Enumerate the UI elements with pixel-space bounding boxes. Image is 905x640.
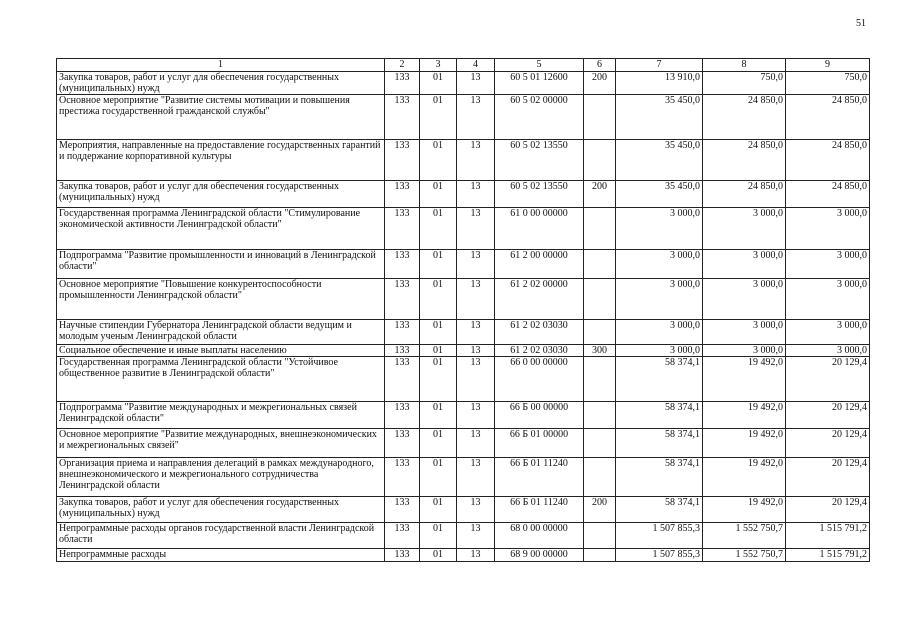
- cell-col-2: 133: [385, 181, 420, 208]
- cell-col-3: 01: [420, 208, 457, 250]
- cell-col-3: 01: [420, 140, 457, 181]
- cell-amount-7: 1 507 855,3: [616, 523, 703, 549]
- cell-amount-9: 3 000,0: [786, 320, 870, 345]
- cell-col-4: 13: [457, 72, 495, 95]
- cell-target-code: 66 Б 01 11240: [495, 497, 584, 523]
- column-header: 4: [457, 59, 495, 72]
- cell-amount-9: 24 850,0: [786, 181, 870, 208]
- column-header: 2: [385, 59, 420, 72]
- cell-amount-7: 3 000,0: [616, 208, 703, 250]
- row-description: Основное мероприятие "Развитие международных, внешнеэкономических и межрегиональных связей": [57, 429, 385, 458]
- cell-amount-9: 24 850,0: [786, 95, 870, 140]
- row-description: Закупка товаров, работ и услуг для обеспечения государственных (муниципальных) нужд: [57, 181, 385, 208]
- cell-expense-type: 200: [584, 497, 616, 523]
- cell-col-2: 133: [385, 523, 420, 549]
- cell-amount-8: 1 552 750,7: [703, 523, 786, 549]
- cell-target-code: 61 2 02 00000: [495, 279, 584, 320]
- row-description: Основное мероприятие "Повышение конкурентоспособности промышленности Ленинградской области": [57, 279, 385, 320]
- cell-col-3: 01: [420, 345, 457, 357]
- row-description: Основное мероприятие "Развитие системы мотивации и повышения престижа государственной гражданской службы": [57, 95, 385, 140]
- cell-amount-7: 35 450,0: [616, 140, 703, 181]
- cell-target-code: 61 2 00 00000: [495, 250, 584, 279]
- cell-amount-9: 750,0: [786, 72, 870, 95]
- cell-target-code: 60 5 02 13550: [495, 140, 584, 181]
- cell-col-4: 13: [457, 320, 495, 345]
- row-description: Подпрограмма "Развитие промышленности и инноваций в Ленинградской области": [57, 250, 385, 279]
- cell-expense-type: [584, 279, 616, 320]
- row-description: Государственная программа Ленинградской области "Устойчивое общественное развитие в Ленинградской области": [57, 357, 385, 402]
- row-description: Закупка товаров, работ и услуг для обеспечения государственных (муниципальных) нужд: [57, 497, 385, 523]
- cell-col-2: 133: [385, 497, 420, 523]
- cell-amount-8: 3 000,0: [703, 345, 786, 357]
- cell-expense-type: [584, 458, 616, 497]
- cell-amount-9: 3 000,0: [786, 208, 870, 250]
- cell-amount-9: 3 000,0: [786, 345, 870, 357]
- cell-expense-type: 300: [584, 345, 616, 357]
- cell-amount-8: 19 492,0: [703, 497, 786, 523]
- cell-target-code: 66 0 00 00000: [495, 357, 584, 402]
- table-row: [57, 357, 870, 402]
- cell-amount-9: 1 515 791,2: [786, 523, 870, 549]
- cell-amount-8: 3 000,0: [703, 208, 786, 250]
- cell-amount-8: 3 000,0: [703, 279, 786, 320]
- cell-target-code: 66 Б 01 11240: [495, 458, 584, 497]
- cell-target-code: 61 2 02 03030: [495, 345, 584, 357]
- cell-col-4: 13: [457, 250, 495, 279]
- cell-amount-8: 1 552 750,7: [703, 549, 786, 562]
- cell-col-2: 133: [385, 549, 420, 562]
- row-description: Научные стипендии Губернатора Ленинградской области ведущим и молодым ученым Ленинградской области: [57, 320, 385, 345]
- cell-col-4: 13: [457, 181, 495, 208]
- table-row: [57, 279, 870, 320]
- cell-expense-type: [584, 549, 616, 562]
- header-row: [57, 59, 870, 72]
- cell-target-code: 61 0 00 00000: [495, 208, 584, 250]
- cell-col-2: 133: [385, 402, 420, 429]
- cell-col-2: 133: [385, 208, 420, 250]
- cell-col-4: 13: [457, 95, 495, 140]
- cell-expense-type: [584, 402, 616, 429]
- cell-col-4: 13: [457, 523, 495, 549]
- cell-amount-9: 20 129,4: [786, 402, 870, 429]
- row-description: Непрограммные расходы: [57, 549, 385, 562]
- column-header: 6: [584, 59, 616, 72]
- cell-expense-type: [584, 95, 616, 140]
- table-row: [57, 208, 870, 250]
- cell-amount-7: 35 450,0: [616, 181, 703, 208]
- cell-amount-9: 20 129,4: [786, 497, 870, 523]
- cell-expense-type: [584, 357, 616, 402]
- cell-expense-type: [584, 523, 616, 549]
- cell-col-3: 01: [420, 429, 457, 458]
- cell-col-3: 01: [420, 549, 457, 562]
- cell-col-3: 01: [420, 250, 457, 279]
- cell-col-2: 133: [385, 345, 420, 357]
- table-row: [57, 72, 870, 95]
- cell-expense-type: [584, 250, 616, 279]
- row-description: Закупка товаров, работ и услуг для обеспечения государственных (муниципальных) нужд: [57, 72, 385, 95]
- cell-expense-type: 200: [584, 181, 616, 208]
- cell-target-code: 68 0 00 00000: [495, 523, 584, 549]
- cell-col-2: 133: [385, 279, 420, 320]
- cell-col-4: 13: [457, 429, 495, 458]
- cell-amount-9: 24 850,0: [786, 140, 870, 181]
- cell-col-4: 13: [457, 497, 495, 523]
- cell-target-code: 60 5 01 12600: [495, 72, 584, 95]
- cell-col-4: 13: [457, 140, 495, 181]
- table-row: [57, 250, 870, 279]
- column-header: 5: [495, 59, 584, 72]
- row-description: Организация приема и направления делегаций в рамках международного, внешнеэкономического и межрегионального сотрудничества Ленинградской области: [57, 458, 385, 497]
- cell-amount-8: 3 000,0: [703, 250, 786, 279]
- cell-expense-type: [584, 140, 616, 181]
- cell-col-2: 133: [385, 320, 420, 345]
- cell-amount-7: 35 450,0: [616, 95, 703, 140]
- cell-amount-7: 58 374,1: [616, 402, 703, 429]
- cell-col-3: 01: [420, 357, 457, 402]
- cell-col-2: 133: [385, 458, 420, 497]
- cell-col-4: 13: [457, 357, 495, 402]
- column-header: 7: [616, 59, 703, 72]
- row-description: Мероприятия, направленные на предоставление государственных гарантий и поддержание корпоративной культуры: [57, 140, 385, 181]
- row-description: Социальное обеспечение и иные выплаты населению: [57, 345, 385, 357]
- table-row: [57, 320, 870, 345]
- column-header: 1: [57, 59, 385, 72]
- row-description: Государственная программа Ленинградской области "Стимулирование экономической активности Ленинградской области": [57, 208, 385, 250]
- cell-col-4: 13: [457, 458, 495, 497]
- cell-amount-7: 58 374,1: [616, 357, 703, 402]
- cell-col-2: 133: [385, 250, 420, 279]
- cell-target-code: 66 Б 00 00000: [495, 402, 584, 429]
- table-row: [57, 549, 870, 562]
- table-row: [57, 497, 870, 523]
- cell-amount-7: 3 000,0: [616, 320, 703, 345]
- cell-col-2: 133: [385, 429, 420, 458]
- cell-col-2: 133: [385, 357, 420, 402]
- row-description: Непрограммные расходы органов государственной власти Ленинградской области: [57, 523, 385, 549]
- cell-expense-type: [584, 320, 616, 345]
- cell-amount-7: 58 374,1: [616, 458, 703, 497]
- cell-col-3: 01: [420, 279, 457, 320]
- cell-col-2: 133: [385, 140, 420, 181]
- row-description: Подпрограмма "Развитие международных и межрегиональных связей Ленинградской области": [57, 402, 385, 429]
- cell-amount-7: 58 374,1: [616, 497, 703, 523]
- table-row: [57, 181, 870, 208]
- cell-amount-7: 58 374,1: [616, 429, 703, 458]
- cell-amount-8: 19 492,0: [703, 402, 786, 429]
- cell-amount-8: 24 850,0: [703, 181, 786, 208]
- cell-target-code: 60 5 02 00000: [495, 95, 584, 140]
- cell-target-code: 66 Б 01 00000: [495, 429, 584, 458]
- cell-col-4: 13: [457, 402, 495, 429]
- cell-amount-9: 20 129,4: [786, 458, 870, 497]
- cell-col-2: 133: [385, 95, 420, 140]
- cell-col-3: 01: [420, 72, 457, 95]
- column-header: 8: [703, 59, 786, 72]
- cell-col-3: 01: [420, 320, 457, 345]
- cell-expense-type: [584, 208, 616, 250]
- cell-expense-type: [584, 429, 616, 458]
- column-header: 3: [420, 59, 457, 72]
- cell-col-4: 13: [457, 208, 495, 250]
- cell-amount-8: 3 000,0: [703, 320, 786, 345]
- cell-amount-7: 13 910,0: [616, 72, 703, 95]
- cell-target-code: 61 2 02 03030: [495, 320, 584, 345]
- cell-target-code: 68 9 00 00000: [495, 549, 584, 562]
- table-row: [57, 429, 870, 458]
- cell-amount-9: 1 515 791,2: [786, 549, 870, 562]
- cell-col-3: 01: [420, 402, 457, 429]
- cell-col-3: 01: [420, 181, 457, 208]
- cell-amount-8: 19 492,0: [703, 429, 786, 458]
- cell-amount-8: 19 492,0: [703, 458, 786, 497]
- cell-amount-9: 3 000,0: [786, 279, 870, 320]
- cell-amount-8: 19 492,0: [703, 357, 786, 402]
- cell-amount-8: 24 850,0: [703, 95, 786, 140]
- cell-col-3: 01: [420, 95, 457, 140]
- cell-col-4: 13: [457, 345, 495, 357]
- budget-table: [56, 58, 870, 562]
- table-body: [57, 72, 870, 562]
- cell-target-code: 60 5 02 13550: [495, 181, 584, 208]
- table-row: [57, 140, 870, 181]
- cell-amount-9: 20 129,4: [786, 357, 870, 402]
- table-row: [57, 458, 870, 497]
- table-row: [57, 402, 870, 429]
- cell-expense-type: 200: [584, 72, 616, 95]
- cell-col-3: 01: [420, 497, 457, 523]
- cell-col-3: 01: [420, 523, 457, 549]
- table-row: [57, 95, 870, 140]
- cell-amount-9: 20 129,4: [786, 429, 870, 458]
- cell-amount-8: 750,0: [703, 72, 786, 95]
- cell-col-2: 133: [385, 72, 420, 95]
- cell-amount-7: 3 000,0: [616, 345, 703, 357]
- page-number: 51: [856, 18, 866, 29]
- cell-amount-7: 1 507 855,3: [616, 549, 703, 562]
- column-header: 9: [786, 59, 870, 72]
- cell-amount-7: 3 000,0: [616, 250, 703, 279]
- cell-col-4: 13: [457, 549, 495, 562]
- cell-amount-8: 24 850,0: [703, 140, 786, 181]
- cell-amount-9: 3 000,0: [786, 250, 870, 279]
- table-row: [57, 345, 870, 357]
- cell-col-4: 13: [457, 279, 495, 320]
- table-row: [57, 523, 870, 549]
- cell-amount-7: 3 000,0: [616, 279, 703, 320]
- cell-col-3: 01: [420, 458, 457, 497]
